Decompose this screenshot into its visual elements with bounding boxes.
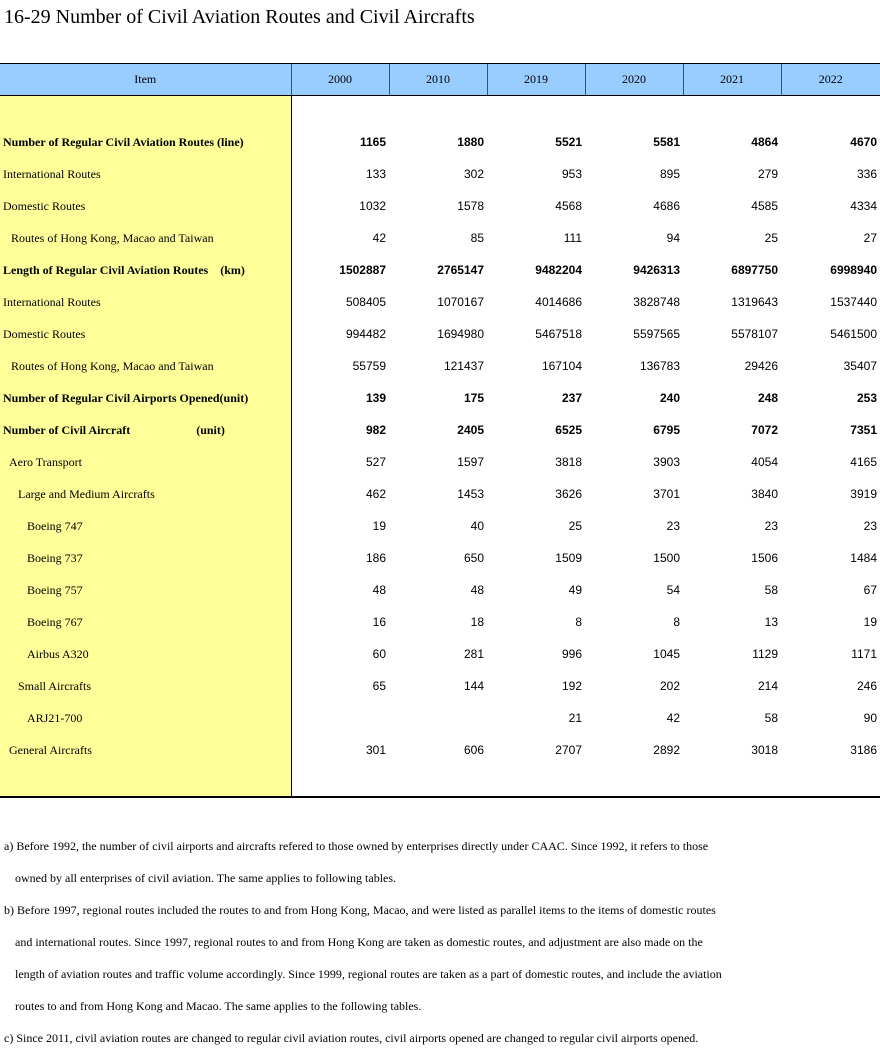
column-header-year: 2020	[585, 64, 683, 96]
value-cell: 48	[372, 583, 386, 597]
value-cell: 58	[764, 583, 778, 597]
value-cell: 144	[463, 679, 484, 693]
value-cell: 175	[463, 391, 484, 405]
column-header-item: Item	[0, 64, 291, 96]
value-cell: 29426	[744, 359, 778, 373]
value-cell: 167104	[541, 359, 582, 373]
value-cell: 3903	[653, 455, 680, 469]
row-label: ARJ21-700	[0, 702, 291, 734]
table-row	[0, 574, 880, 606]
value-cell: 8	[673, 615, 680, 629]
value-cell: 6897750	[731, 263, 778, 277]
value-cell: 508405	[345, 295, 386, 309]
value-cell: 1453	[457, 487, 484, 501]
value-cell: 54	[666, 583, 680, 597]
value-cell: 996	[561, 647, 582, 661]
value-cell: 40	[470, 519, 484, 533]
spacer-cell	[291, 96, 389, 111]
row-label: Number of Regular Civil Airports Opened(unit)	[0, 382, 291, 414]
value-cell: 192	[561, 679, 582, 693]
value-cell: 67	[863, 583, 877, 597]
value-cell: 4568	[555, 199, 582, 213]
value-cell: 1319643	[731, 295, 778, 309]
value-cell: 133	[365, 167, 386, 181]
spacer-cell	[389, 110, 487, 126]
row-label: Number of Civil Aircraft (unit)	[0, 414, 291, 446]
spacer-row	[0, 110, 880, 126]
row-label: Boeing 767	[0, 606, 291, 638]
value-cell: 85	[470, 231, 484, 245]
value-cell: 9426313	[633, 263, 680, 277]
value-cell: 5467518	[535, 327, 582, 341]
value-cell: 4585	[751, 199, 778, 213]
value-cell: 18	[470, 615, 484, 629]
table-row	[0, 190, 880, 222]
value-cell: 527	[365, 455, 386, 469]
row-label: Large and Medium Aircrafts	[0, 478, 291, 510]
value-cell: 111	[563, 231, 582, 245]
value-cell: 1165	[359, 135, 386, 149]
value-cell: 1171	[851, 647, 877, 661]
value-cell: 4054	[751, 455, 778, 469]
value-cell	[291, 702, 389, 734]
table-body	[0, 96, 880, 798]
spacer-cell	[291, 110, 389, 126]
value-cell: 139	[365, 391, 386, 405]
value-cell: 202	[659, 679, 680, 693]
value-cell: 55759	[352, 359, 386, 373]
value-cell: 2707	[555, 743, 582, 757]
value-cell: 1578	[457, 199, 484, 213]
value-cell: 60	[372, 647, 386, 661]
value-cell: 240	[659, 391, 680, 405]
value-cell: 895	[659, 167, 680, 181]
spacer-cell	[585, 766, 683, 797]
value-cell: 953	[561, 167, 582, 181]
value-cell: 302	[463, 167, 484, 181]
value-cell: 1506	[751, 551, 778, 565]
row-label: Small Aircrafts	[0, 670, 291, 702]
column-header-year: 2021	[683, 64, 781, 96]
table-row	[0, 734, 880, 766]
spacer-cell	[0, 766, 291, 797]
value-cell: 65	[372, 679, 386, 693]
table-row	[0, 222, 880, 254]
value-cell: 1484	[850, 551, 877, 565]
spacer-row	[0, 96, 880, 111]
value-cell: 3828748	[633, 295, 680, 309]
table-row	[0, 318, 880, 350]
spacer-cell	[683, 766, 781, 797]
row-label: Domestic Routes	[0, 190, 291, 222]
spacer-cell	[585, 110, 683, 126]
value-cell: 6525	[555, 423, 582, 437]
value-cell: 3701	[653, 487, 680, 501]
value-cell: 90	[863, 711, 877, 725]
value-cell: 1694980	[437, 327, 484, 341]
value-cell: 19	[372, 519, 386, 533]
data-table	[0, 63, 880, 798]
value-cell: 248	[757, 391, 778, 405]
row-label: Boeing 737	[0, 542, 291, 574]
value-cell: 4864	[751, 135, 778, 149]
table-row	[0, 382, 880, 414]
table-row	[0, 606, 880, 638]
value-cell: 3840	[751, 487, 778, 501]
value-cell: 35407	[843, 359, 877, 373]
table-row	[0, 510, 880, 542]
value-cell: 237	[561, 391, 582, 405]
value-cell: 650	[463, 551, 484, 565]
footnote-line: routes to and from Hong Kong and Macao. The same applies to the following tables.	[15, 999, 422, 1013]
spacer-cell	[781, 766, 880, 797]
value-cell: 7351	[850, 423, 877, 437]
value-cell: 58	[764, 711, 778, 725]
value-cell	[389, 702, 487, 734]
footnote-line: length of aviation routes and traffic volume accordingly. Since 1999, regional routes are taken as a part of domestic routes, and include the aviation	[15, 967, 722, 981]
table-row	[0, 702, 880, 734]
value-cell: 1502887	[339, 263, 386, 277]
value-cell: 49	[568, 583, 582, 597]
table-row	[0, 670, 880, 702]
value-cell: 5461500	[830, 327, 877, 341]
table-row	[0, 446, 880, 478]
spacer-cell	[0, 110, 291, 126]
spacer-cell	[683, 110, 781, 126]
spacer-cell	[683, 96, 781, 111]
value-cell: 2765147	[437, 263, 484, 277]
value-cell: 5521	[555, 135, 582, 149]
row-label: Number of Regular Civil Aviation Routes (line)	[0, 126, 291, 158]
value-cell: 42	[666, 711, 680, 725]
value-cell: 3818	[555, 455, 582, 469]
table-row	[0, 286, 880, 318]
row-label: Routes of Hong Kong, Macao and Taiwan	[0, 350, 291, 382]
value-cell: 9482204	[535, 263, 582, 277]
column-header-year: 2010	[389, 64, 487, 96]
page-title: 16-29 Number of Civil Aviation Routes and Civil Aircrafts	[4, 6, 475, 28]
value-cell: 279	[757, 167, 778, 181]
value-cell: 3626	[555, 487, 582, 501]
value-cell: 1597	[457, 455, 484, 469]
row-label: International Routes	[0, 286, 291, 318]
value-cell: 301	[365, 743, 386, 757]
row-label: Routes of Hong Kong, Macao and Taiwan	[0, 222, 291, 254]
spacer-cell	[0, 96, 291, 111]
value-cell: 606	[463, 743, 484, 757]
table-row	[0, 478, 880, 510]
column-header-year: 2022	[781, 64, 880, 96]
value-cell: 253	[856, 391, 877, 405]
footnote-line: a) Before 1992, the number of civil airports and aircrafts refered to those owned by enterprises directly under CAAC. Since 1992, it refers to those	[4, 839, 709, 853]
value-cell: 1032	[359, 199, 386, 213]
value-cell: 23	[863, 519, 877, 533]
row-label: International Routes	[0, 158, 291, 190]
value-cell: 4165	[850, 455, 877, 469]
row-label: Airbus A320	[0, 638, 291, 670]
value-cell: 136783	[639, 359, 680, 373]
row-label: Domestic Routes	[0, 318, 291, 350]
table-row	[0, 126, 880, 158]
footnote-line: and international routes. Since 1997, regional routes to and from Hong Kong are taken as domestic routes, and adjustment are also made on the	[15, 935, 703, 949]
value-cell: 48	[470, 583, 484, 597]
row-label: Length of Regular Civil Aviation Routes (km)	[0, 254, 291, 286]
value-cell: 13	[764, 615, 778, 629]
spacer-cell	[291, 766, 389, 797]
spacer-cell	[781, 110, 880, 126]
value-cell: 336	[856, 167, 877, 181]
value-cell: 5578107	[731, 327, 778, 341]
value-cell: 1537440	[830, 295, 877, 309]
spacer-cell	[487, 96, 585, 111]
value-cell: 6998940	[830, 263, 877, 277]
value-cell: 3018	[751, 743, 778, 757]
value-cell: 2892	[653, 743, 680, 757]
table-header-row	[0, 64, 880, 96]
value-cell: 23	[666, 519, 680, 533]
value-cell: 1509	[555, 551, 582, 565]
value-cell: 994482	[345, 327, 386, 341]
row-label: Aero Transport	[0, 446, 291, 478]
footnote-line: c) Since 2011, civil aviation routes are changed to regular civil aviation routes, civil airports opened are changed to regular civil airports opened.	[4, 1031, 699, 1045]
table-row	[0, 350, 880, 382]
value-cell: 94	[666, 231, 680, 245]
value-cell: 4014686	[535, 295, 582, 309]
spacer-cell	[585, 96, 683, 111]
value-cell: 1129	[752, 647, 778, 661]
value-cell: 246	[856, 679, 877, 693]
value-cell: 2405	[457, 423, 484, 437]
value-cell: 1070167	[437, 295, 484, 309]
value-cell: 5597565	[633, 327, 680, 341]
table-row	[0, 158, 880, 190]
value-cell: 982	[365, 423, 386, 437]
value-cell: 6795	[653, 423, 680, 437]
value-cell: 42	[372, 231, 386, 245]
spacer-cell	[487, 766, 585, 797]
value-cell: 23	[764, 519, 778, 533]
value-cell: 4686	[653, 199, 680, 213]
table-row	[0, 254, 880, 286]
spacer-row	[0, 766, 880, 797]
value-cell: 281	[463, 647, 484, 661]
column-header-year: 2000	[291, 64, 389, 96]
value-cell: 7072	[751, 423, 778, 437]
value-cell: 8	[575, 615, 582, 629]
row-label: Boeing 747	[0, 510, 291, 542]
value-cell: 3919	[850, 487, 877, 501]
value-cell: 462	[365, 487, 386, 501]
value-cell: 21	[568, 711, 582, 725]
row-label: General Aircrafts	[0, 734, 291, 766]
footnotes	[4, 830, 876, 1054]
footnote-line: owned by all enterprises of civil aviation. The same applies to following tables.	[15, 871, 397, 885]
value-cell: 27	[863, 231, 877, 245]
spacer-cell	[781, 96, 880, 111]
value-cell: 3186	[850, 743, 877, 757]
row-label: Boeing 757	[0, 574, 291, 606]
value-cell: 1500	[653, 551, 680, 565]
value-cell: 5581	[653, 135, 680, 149]
value-cell: 16	[372, 615, 386, 629]
value-cell: 1880	[457, 135, 484, 149]
value-cell: 121437	[443, 359, 484, 373]
footnote-line: b) Before 1997, regional routes included the routes to and from Hong Kong, Macao, and were listed as parallel items to the items of domestic routes	[4, 903, 716, 917]
column-header-year: 2019	[487, 64, 585, 96]
value-cell: 214	[757, 679, 778, 693]
spacer-cell	[487, 110, 585, 126]
table-row	[0, 638, 880, 670]
spacer-cell	[389, 766, 487, 797]
value-cell: 1045	[653, 647, 680, 661]
value-cell: 25	[568, 519, 582, 533]
value-cell: 4334	[850, 199, 877, 213]
value-cell: 4670	[850, 135, 877, 149]
value-cell: 186	[365, 551, 386, 565]
value-cell: 25	[764, 231, 778, 245]
table-row	[0, 414, 880, 446]
value-cell: 19	[863, 615, 877, 629]
spacer-cell	[389, 96, 487, 111]
table-row	[0, 542, 880, 574]
